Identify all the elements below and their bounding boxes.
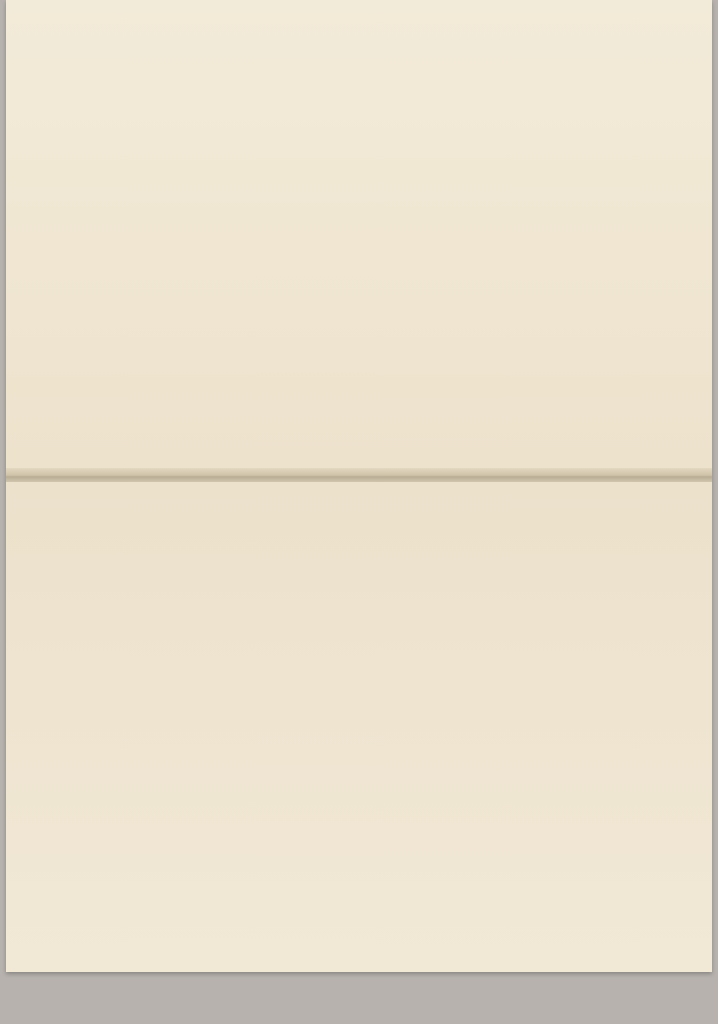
- watermark-logo: [18, 962, 20, 1010]
- page-bottom: [6, 482, 712, 972]
- book-spread: [6, 0, 712, 972]
- page-top: [6, 0, 712, 470]
